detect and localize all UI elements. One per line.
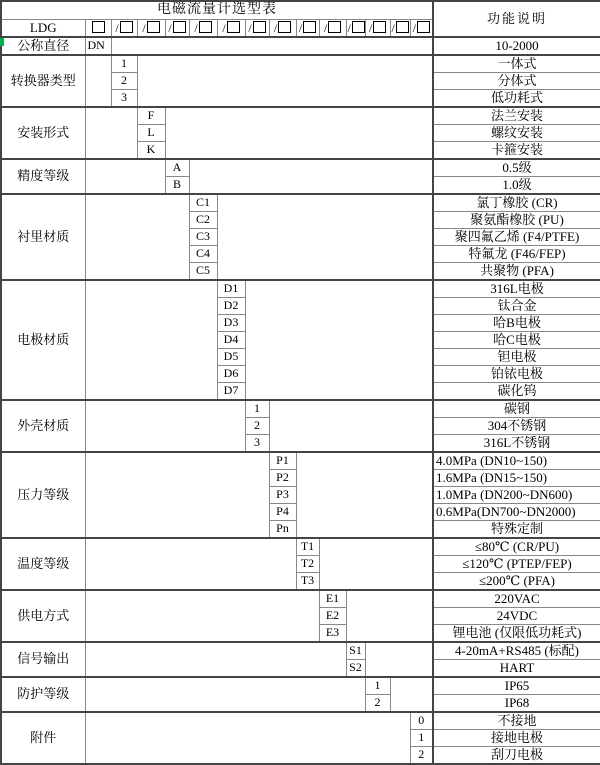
desc-cell: 不接地 [433, 712, 600, 730]
desc-cell: 碳钢 [433, 400, 600, 418]
code-cell: C4 [189, 245, 217, 262]
gap-cell [365, 642, 433, 677]
code-cell: 2 [111, 72, 137, 89]
group-label-pressure-grade: 压力等级 [1, 452, 85, 538]
gap-cell [165, 107, 433, 159]
empty-box-icon [253, 21, 266, 33]
desc-cell: 钽电极 [433, 348, 600, 365]
code-cell: C1 [189, 194, 217, 212]
code-cell: D7 [217, 382, 245, 400]
code-cell: E2 [319, 607, 346, 624]
code-cell: C2 [189, 211, 217, 228]
gap-cell [85, 452, 269, 538]
empty-box-icon [173, 21, 186, 33]
code-cell: D2 [217, 297, 245, 314]
group-label-temperature-grade: 温度等级 [1, 538, 85, 590]
desc-cell: 24VDC [433, 607, 600, 624]
function-column-header: 功能说明 [433, 1, 600, 37]
code-cell: P2 [269, 469, 296, 486]
desc-cell: ≤120℃ (PTEP/FEP) [433, 555, 600, 572]
green-artifact-mark [0, 38, 4, 46]
dn-code: DN [85, 37, 111, 55]
page-title: 电磁流量计选型表 [1, 1, 433, 19]
slash: / [142, 20, 146, 35]
desc-cell: IP65 [433, 677, 600, 695]
code-cell: P1 [269, 452, 296, 470]
code-cell: 2 [245, 417, 269, 434]
model-code-slot [245, 19, 269, 37]
code-cell: P3 [269, 486, 296, 503]
code-cell: 1 [245, 400, 269, 418]
slash: / [194, 20, 198, 35]
model-code-slot [390, 19, 410, 37]
desc-cell: 分体式 [433, 72, 600, 89]
desc-cell: 4-20mA+RS485 (标配) [433, 642, 600, 660]
model-prefix: LDG [1, 19, 85, 37]
gap-cell [85, 712, 410, 764]
group-label-housing-material: 外壳材质 [1, 400, 85, 452]
empty-box-icon [352, 21, 365, 33]
code-cell: 1 [111, 55, 137, 73]
code-cell: C3 [189, 228, 217, 245]
empty-box-icon [396, 21, 409, 33]
code-cell: S1 [346, 642, 365, 660]
empty-box-icon [120, 21, 133, 33]
gap-cell [85, 677, 365, 712]
slash: / [115, 20, 119, 35]
gap-cell [296, 452, 433, 538]
desc-cell: 316L不锈钢 [433, 434, 600, 452]
desc-cell: 4.0MPa (DN10~150) [433, 452, 600, 470]
empty-box-icon [417, 21, 430, 33]
desc-cell: 氯丁橡胶 (CR) [433, 194, 600, 212]
gap-cell [111, 37, 433, 55]
empty-box-icon [373, 21, 386, 33]
desc-cell: 特氟龙 (F46/FEP) [433, 245, 600, 262]
empty-box-icon [92, 21, 105, 33]
slash: / [222, 20, 226, 35]
slash: / [391, 20, 395, 35]
group-label-accessories: 附件 [1, 712, 85, 764]
gap-cell [85, 590, 319, 642]
desc-cell: 铂铱电极 [433, 365, 600, 382]
gap-cell [85, 400, 245, 452]
model-code-slot [410, 19, 433, 37]
code-cell: D5 [217, 348, 245, 365]
desc-cell: 1.6MPa (DN15~150) [433, 469, 600, 486]
model-code-slot [269, 19, 296, 37]
empty-box-icon [328, 21, 341, 33]
desc-cell: HART [433, 659, 600, 677]
code-cell: 0 [410, 712, 433, 730]
group-label-converter-type: 转换器类型 [1, 55, 85, 107]
desc-cell: ≤200℃ (PFA) [433, 572, 600, 590]
group-label-accuracy-grade: 精度等级 [1, 159, 85, 194]
code-cell: T2 [296, 555, 319, 572]
empty-box-icon [227, 21, 240, 33]
group-label-power-supply: 供电方式 [1, 590, 85, 642]
desc-cell: 螺纹安装 [433, 124, 600, 141]
code-cell: D1 [217, 280, 245, 298]
code-cell: 1 [410, 729, 433, 746]
code-cell: A [165, 159, 189, 177]
gap-cell [85, 55, 111, 107]
code-cell: K [137, 141, 165, 159]
empty-box-icon [278, 21, 291, 33]
model-code-slot [189, 19, 217, 37]
code-cell: 2 [410, 746, 433, 764]
code-cell: T1 [296, 538, 319, 556]
code-cell: F [137, 107, 165, 125]
desc-cell: 刮刀电极 [433, 746, 600, 764]
model-code-slot [296, 19, 319, 37]
desc-cell: 特殊定制 [433, 520, 600, 538]
desc-cell: 1.0级 [433, 176, 600, 194]
gap-cell [137, 55, 433, 107]
code-cell: Pn [269, 520, 296, 538]
gap-cell [245, 280, 433, 400]
desc-cell: 共聚物 (PFA) [433, 262, 600, 280]
desc-cell: 聚四氟乙烯 (F4/PTFE) [433, 228, 600, 245]
code-cell: P4 [269, 503, 296, 520]
desc-cell: 304不锈钢 [433, 417, 600, 434]
empty-box-icon [303, 21, 316, 33]
desc-cell: 钛合金 [433, 297, 600, 314]
code-cell: D6 [217, 365, 245, 382]
code-cell: S2 [346, 659, 365, 677]
model-code-slot [217, 19, 245, 37]
slash: / [248, 20, 252, 35]
desc-cell: 接地电极 [433, 729, 600, 746]
slash: / [347, 20, 351, 35]
code-cell: 2 [365, 694, 390, 712]
group-label-installation-type: 安装形式 [1, 107, 85, 159]
desc-cell: ≤80℃ (CR/PU) [433, 538, 600, 556]
desc-cell: 碳化钨 [433, 382, 600, 400]
code-cell: B [165, 176, 189, 194]
desc-cell: 0.5级 [433, 159, 600, 177]
desc-cell: IP68 [433, 694, 600, 712]
slash: / [168, 20, 172, 35]
code-cell: L [137, 124, 165, 141]
model-code-slot [137, 19, 165, 37]
model-code-slot [365, 19, 390, 37]
gap-cell [85, 642, 346, 677]
desc-cell: 1.0MPa (DN200~DN600) [433, 486, 600, 503]
desc-cell: 法兰安装 [433, 107, 600, 125]
desc-cell: 316L电极 [433, 280, 600, 298]
desc-cell: 聚氨酯橡胶 (PU) [433, 211, 600, 228]
model-code-slot-dn [85, 19, 111, 37]
group-label-nominal-diameter: 公称直径 [1, 37, 85, 55]
slash: / [323, 20, 328, 35]
slash: / [273, 20, 278, 35]
model-code-slot [165, 19, 189, 37]
desc-cell: 10-2000 [433, 37, 600, 55]
code-cell: 3 [245, 434, 269, 452]
slash: / [368, 20, 373, 35]
desc-cell: 一体式 [433, 55, 600, 73]
code-cell: C5 [189, 262, 217, 280]
group-label-lining-material: 衬里材质 [1, 194, 85, 280]
code-cell: D4 [217, 331, 245, 348]
desc-cell: 哈B电极 [433, 314, 600, 331]
gap-cell [85, 194, 189, 280]
code-cell: D3 [217, 314, 245, 331]
gap-cell [85, 280, 217, 400]
code-cell: T3 [296, 572, 319, 590]
slash: / [412, 20, 416, 35]
empty-box-icon [199, 21, 212, 33]
empty-box-icon [147, 21, 160, 33]
model-code-slot [111, 19, 137, 37]
group-label-electrode-material: 电极材质 [1, 280, 85, 400]
code-cell: 3 [111, 89, 137, 107]
model-code-slot [346, 19, 365, 37]
gap-cell [189, 159, 433, 194]
gap-cell [346, 590, 433, 642]
gap-cell [85, 159, 165, 194]
desc-cell: 220VAC [433, 590, 600, 608]
gap-cell [217, 194, 433, 280]
gap-cell [390, 677, 433, 712]
slash: / [298, 20, 303, 35]
desc-cell: 卡箍安装 [433, 141, 600, 159]
gap-cell [269, 400, 433, 452]
code-cell: E3 [319, 624, 346, 642]
group-label-protection-grade: 防护等级 [1, 677, 85, 712]
desc-cell: 低功耗式 [433, 89, 600, 107]
model-code-slot [319, 19, 346, 37]
gap-cell [85, 538, 296, 590]
gap-cell [85, 107, 137, 159]
desc-cell: 0.6MPa(DN700~DN2000) [433, 503, 600, 520]
gap-cell [319, 538, 433, 590]
desc-cell: 哈C电极 [433, 331, 600, 348]
desc-cell: 锂电池 (仅限低功耗式) [433, 624, 600, 642]
code-cell: E1 [319, 590, 346, 608]
group-label-signal-output: 信号输出 [1, 642, 85, 677]
code-cell: 1 [365, 677, 390, 695]
